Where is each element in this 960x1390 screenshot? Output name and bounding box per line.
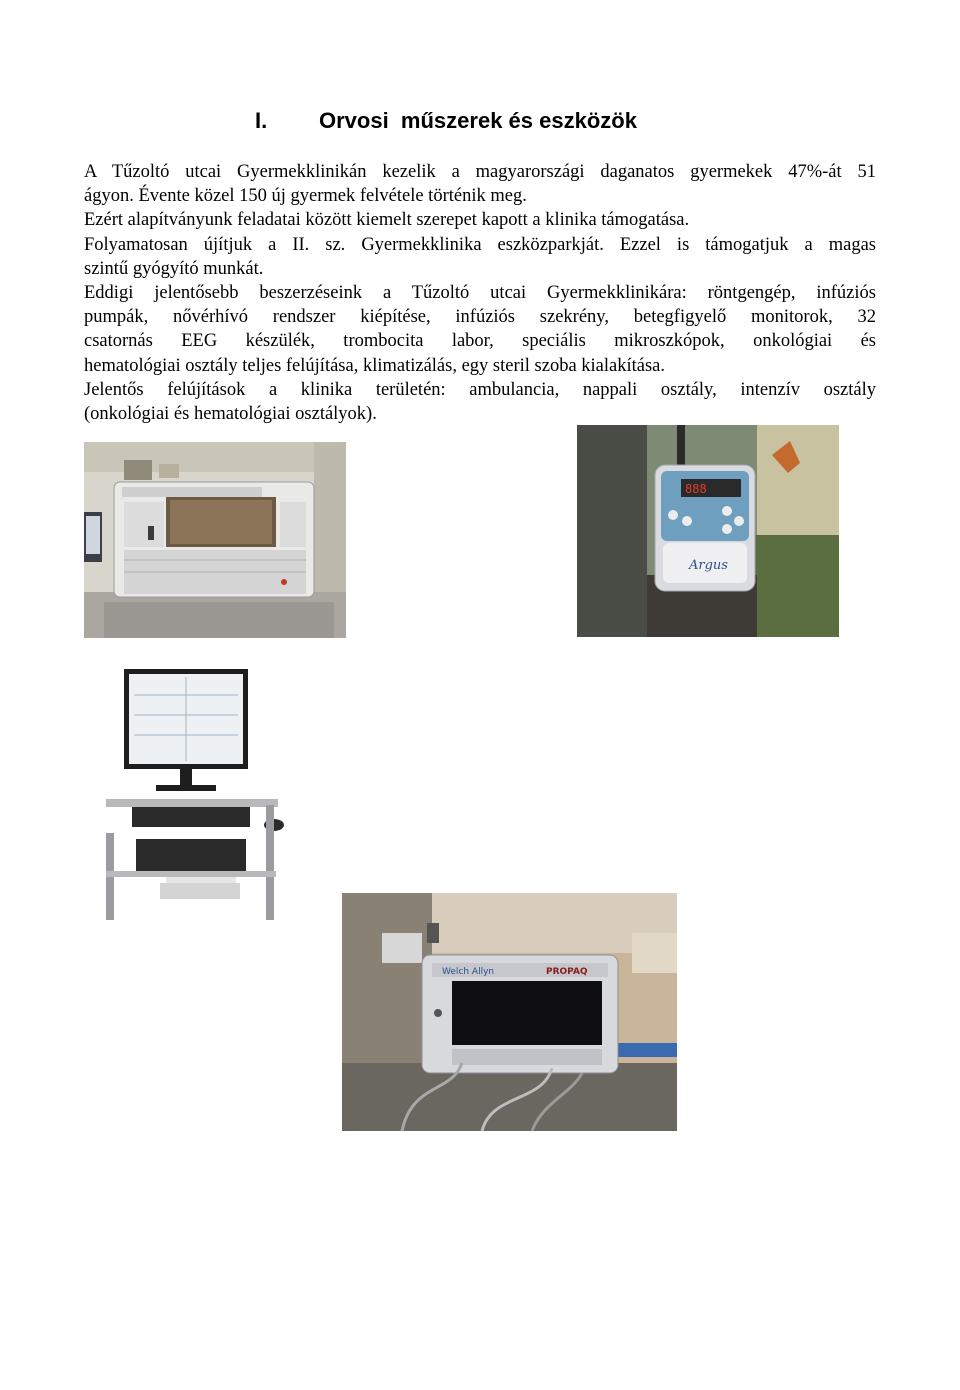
section-title: Orvosi műszerek és eszközök — [319, 108, 637, 133]
svg-text:888: 888 — [685, 482, 707, 496]
patient-monitor-photo — [342, 893, 677, 1131]
infusion-pump-photo — [577, 425, 839, 637]
svg-text:PROPAQ: PROPAQ — [546, 967, 588, 977]
section-number: I. — [255, 108, 268, 133]
section-heading — [255, 108, 637, 134]
text-line: csatornás EEG készülék, trombocita labor, speciális mikroszkópok, onkológiai és — [84, 331, 876, 352]
svg-text:Welch Allyn: Welch Allyn — [442, 967, 495, 977]
text-line: ágyon. Évente közel 150 új gyermek felvétele történik meg. — [84, 186, 527, 207]
text-line: Ezért alapítványunk feladatai között kiemelt szerepet kapott a klinika támogatása. — [84, 210, 690, 231]
eeg-workstation-photo — [96, 665, 296, 920]
text-line: (onkológiai és hematológiai osztályok). — [84, 404, 377, 425]
text-line: szintű gyógyító munkát. — [84, 258, 264, 279]
text-line: A Tűzoltó utcai Gyermekklinikán kezelik a magyarországi daganatos gyermekek 47%-át 51 — [84, 162, 876, 182]
lab-analyzer-photo — [84, 442, 346, 638]
svg-text:Argus: Argus — [689, 558, 728, 573]
text-line: hematológiai osztály teljes felújítása, klimatizálás, egy steril szoba kialakítása. — [84, 355, 666, 376]
text-line: Folyamatosan újítjuk a II. sz. Gyermekklinika eszközparkját. Ezzel is támogatjuk a magas — [84, 234, 876, 255]
text-line: Eddigi jelentősebb beszerzéseink a Tűzoltó utcai Gyermekklinikára: röntgengép, infúziós — [84, 283, 876, 304]
body-text — [84, 160, 876, 426]
text-line: Jelentős felújítások a klinika területén: ambulancia, nappali osztály, intenzív osztály — [84, 379, 876, 400]
text-line: pumpák, nővérhívó rendszer kiépítése, infúziós szekrény, betegfigyelő monitorok, 32 — [84, 307, 876, 328]
